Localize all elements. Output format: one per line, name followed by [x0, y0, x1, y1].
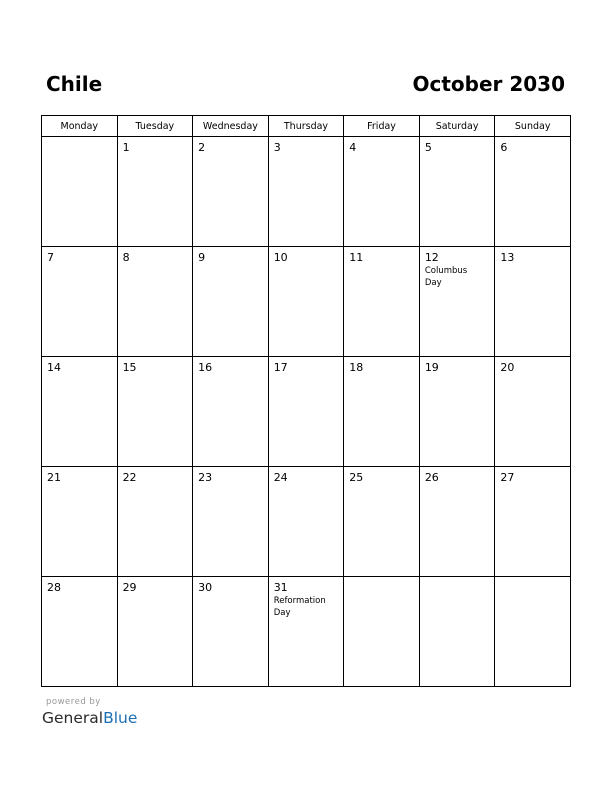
day-number: 5 — [424, 141, 432, 154]
day-number: 20 — [500, 361, 515, 374]
day-number: 13 — [500, 251, 515, 264]
day-number: 10 — [273, 251, 288, 264]
day-cell — [117, 577, 193, 687]
day-cell — [495, 577, 571, 687]
holiday-label — [420, 374, 485, 375]
day-cell — [495, 137, 571, 247]
day-cell — [268, 247, 344, 357]
holiday-label — [42, 484, 107, 485]
holiday-label — [118, 374, 183, 375]
day-cell — [344, 467, 420, 577]
day-number: 19 — [424, 361, 439, 374]
day-number: 3 — [273, 141, 281, 154]
day-cell — [117, 247, 193, 357]
day-cell — [495, 357, 571, 467]
week-row — [42, 247, 571, 357]
holiday-label — [420, 581, 485, 582]
day-cell — [495, 467, 571, 577]
holiday-label — [42, 374, 107, 375]
holiday-label — [344, 264, 409, 265]
day-number: 22 — [122, 471, 137, 484]
day-number: 1 — [122, 141, 130, 154]
holiday-label — [193, 264, 258, 265]
day-cell — [268, 137, 344, 247]
day-number: 24 — [273, 471, 288, 484]
day-cell — [193, 577, 269, 687]
day-number: 27 — [500, 471, 515, 484]
day-cell — [117, 137, 193, 247]
holiday-label — [420, 154, 485, 155]
day-cell — [419, 577, 495, 687]
week-row — [42, 137, 571, 247]
holiday-label — [118, 484, 183, 485]
holiday-label — [193, 594, 258, 595]
holiday-label — [495, 484, 560, 485]
holiday-label — [193, 484, 258, 485]
day-cell — [42, 137, 118, 247]
day-number: 28 — [47, 581, 61, 594]
holiday-label — [344, 581, 409, 582]
holiday-label: Columbus Day — [424, 266, 468, 288]
day-cell — [193, 247, 269, 357]
day-cell — [419, 247, 495, 357]
day-cell — [495, 247, 571, 357]
day-number: 25 — [349, 471, 364, 484]
day-number: 4 — [349, 141, 357, 154]
day-number: 14 — [47, 361, 61, 374]
day-cell — [117, 467, 193, 577]
weekday-header: Saturday — [419, 116, 495, 137]
holiday-label — [193, 154, 258, 155]
day-cell — [42, 357, 118, 467]
day-number: 7 — [47, 251, 54, 264]
day-cell — [42, 247, 118, 357]
weekday-header: Thursday — [268, 116, 344, 137]
day-number: 23 — [198, 471, 213, 484]
day-number: 21 — [47, 471, 61, 484]
holiday-label — [420, 484, 485, 485]
day-cell — [193, 357, 269, 467]
day-number: 29 — [122, 581, 137, 594]
holiday-label — [269, 264, 334, 265]
day-number: 18 — [349, 361, 364, 374]
weekday-header-row — [42, 116, 571, 137]
weekday-header: Wednesday — [193, 116, 269, 137]
holiday-label — [118, 594, 183, 595]
week-row — [42, 357, 571, 467]
day-number: 31 — [273, 581, 288, 594]
month-year-title: October 2030 — [412, 72, 565, 96]
day-number: 26 — [424, 471, 439, 484]
holiday-label — [269, 154, 334, 155]
day-cell — [344, 357, 420, 467]
day-cell — [419, 137, 495, 247]
brand-blue-text: Blue — [103, 709, 138, 727]
holiday-label — [269, 484, 334, 485]
day-number: 2 — [198, 141, 206, 154]
holiday-label — [42, 594, 107, 595]
day-number: 9 — [198, 251, 206, 264]
holiday-label: Reformation Day — [273, 596, 326, 618]
day-number: 16 — [198, 361, 213, 374]
generalblue-logo[interactable] — [42, 708, 137, 728]
weekday-header: Monday — [42, 116, 118, 137]
holiday-label — [495, 264, 560, 265]
holiday-label — [344, 154, 409, 155]
day-number: 30 — [198, 581, 213, 594]
powered-by-label: powered by — [46, 697, 101, 707]
day-cell — [419, 357, 495, 467]
day-number: 6 — [500, 141, 508, 154]
day-cell — [344, 137, 420, 247]
holiday-label — [42, 264, 107, 265]
weekday-header: Sunday — [495, 116, 571, 137]
day-number: 11 — [349, 251, 364, 264]
day-cell — [42, 467, 118, 577]
day-number: 12 — [424, 251, 439, 264]
day-cell — [268, 467, 344, 577]
holiday-label — [344, 484, 409, 485]
holiday-label — [495, 154, 560, 155]
day-number: 17 — [273, 361, 288, 374]
country-title: Chile — [46, 72, 103, 96]
day-number: 8 — [122, 251, 130, 264]
day-cell — [117, 357, 193, 467]
holiday-label — [118, 154, 183, 155]
day-cell — [344, 247, 420, 357]
week-row — [42, 577, 571, 687]
day-cell — [193, 467, 269, 577]
holiday-label — [118, 264, 183, 265]
weekday-header: Friday — [344, 116, 420, 137]
holiday-label — [495, 374, 560, 375]
calendar-grid — [41, 115, 571, 687]
holiday-label — [42, 141, 107, 142]
holiday-label — [495, 581, 560, 582]
weekday-header: Tuesday — [117, 116, 193, 137]
week-row — [42, 467, 571, 577]
day-cell — [419, 467, 495, 577]
day-number: 15 — [122, 361, 137, 374]
day-cell — [42, 577, 118, 687]
holiday-label — [193, 374, 258, 375]
day-cell — [268, 357, 344, 467]
holiday-label — [344, 374, 409, 375]
brand-general-text: General — [42, 709, 104, 727]
day-cell — [268, 577, 344, 687]
holiday-label — [269, 374, 334, 375]
day-cell — [193, 137, 269, 247]
day-cell — [344, 577, 420, 687]
